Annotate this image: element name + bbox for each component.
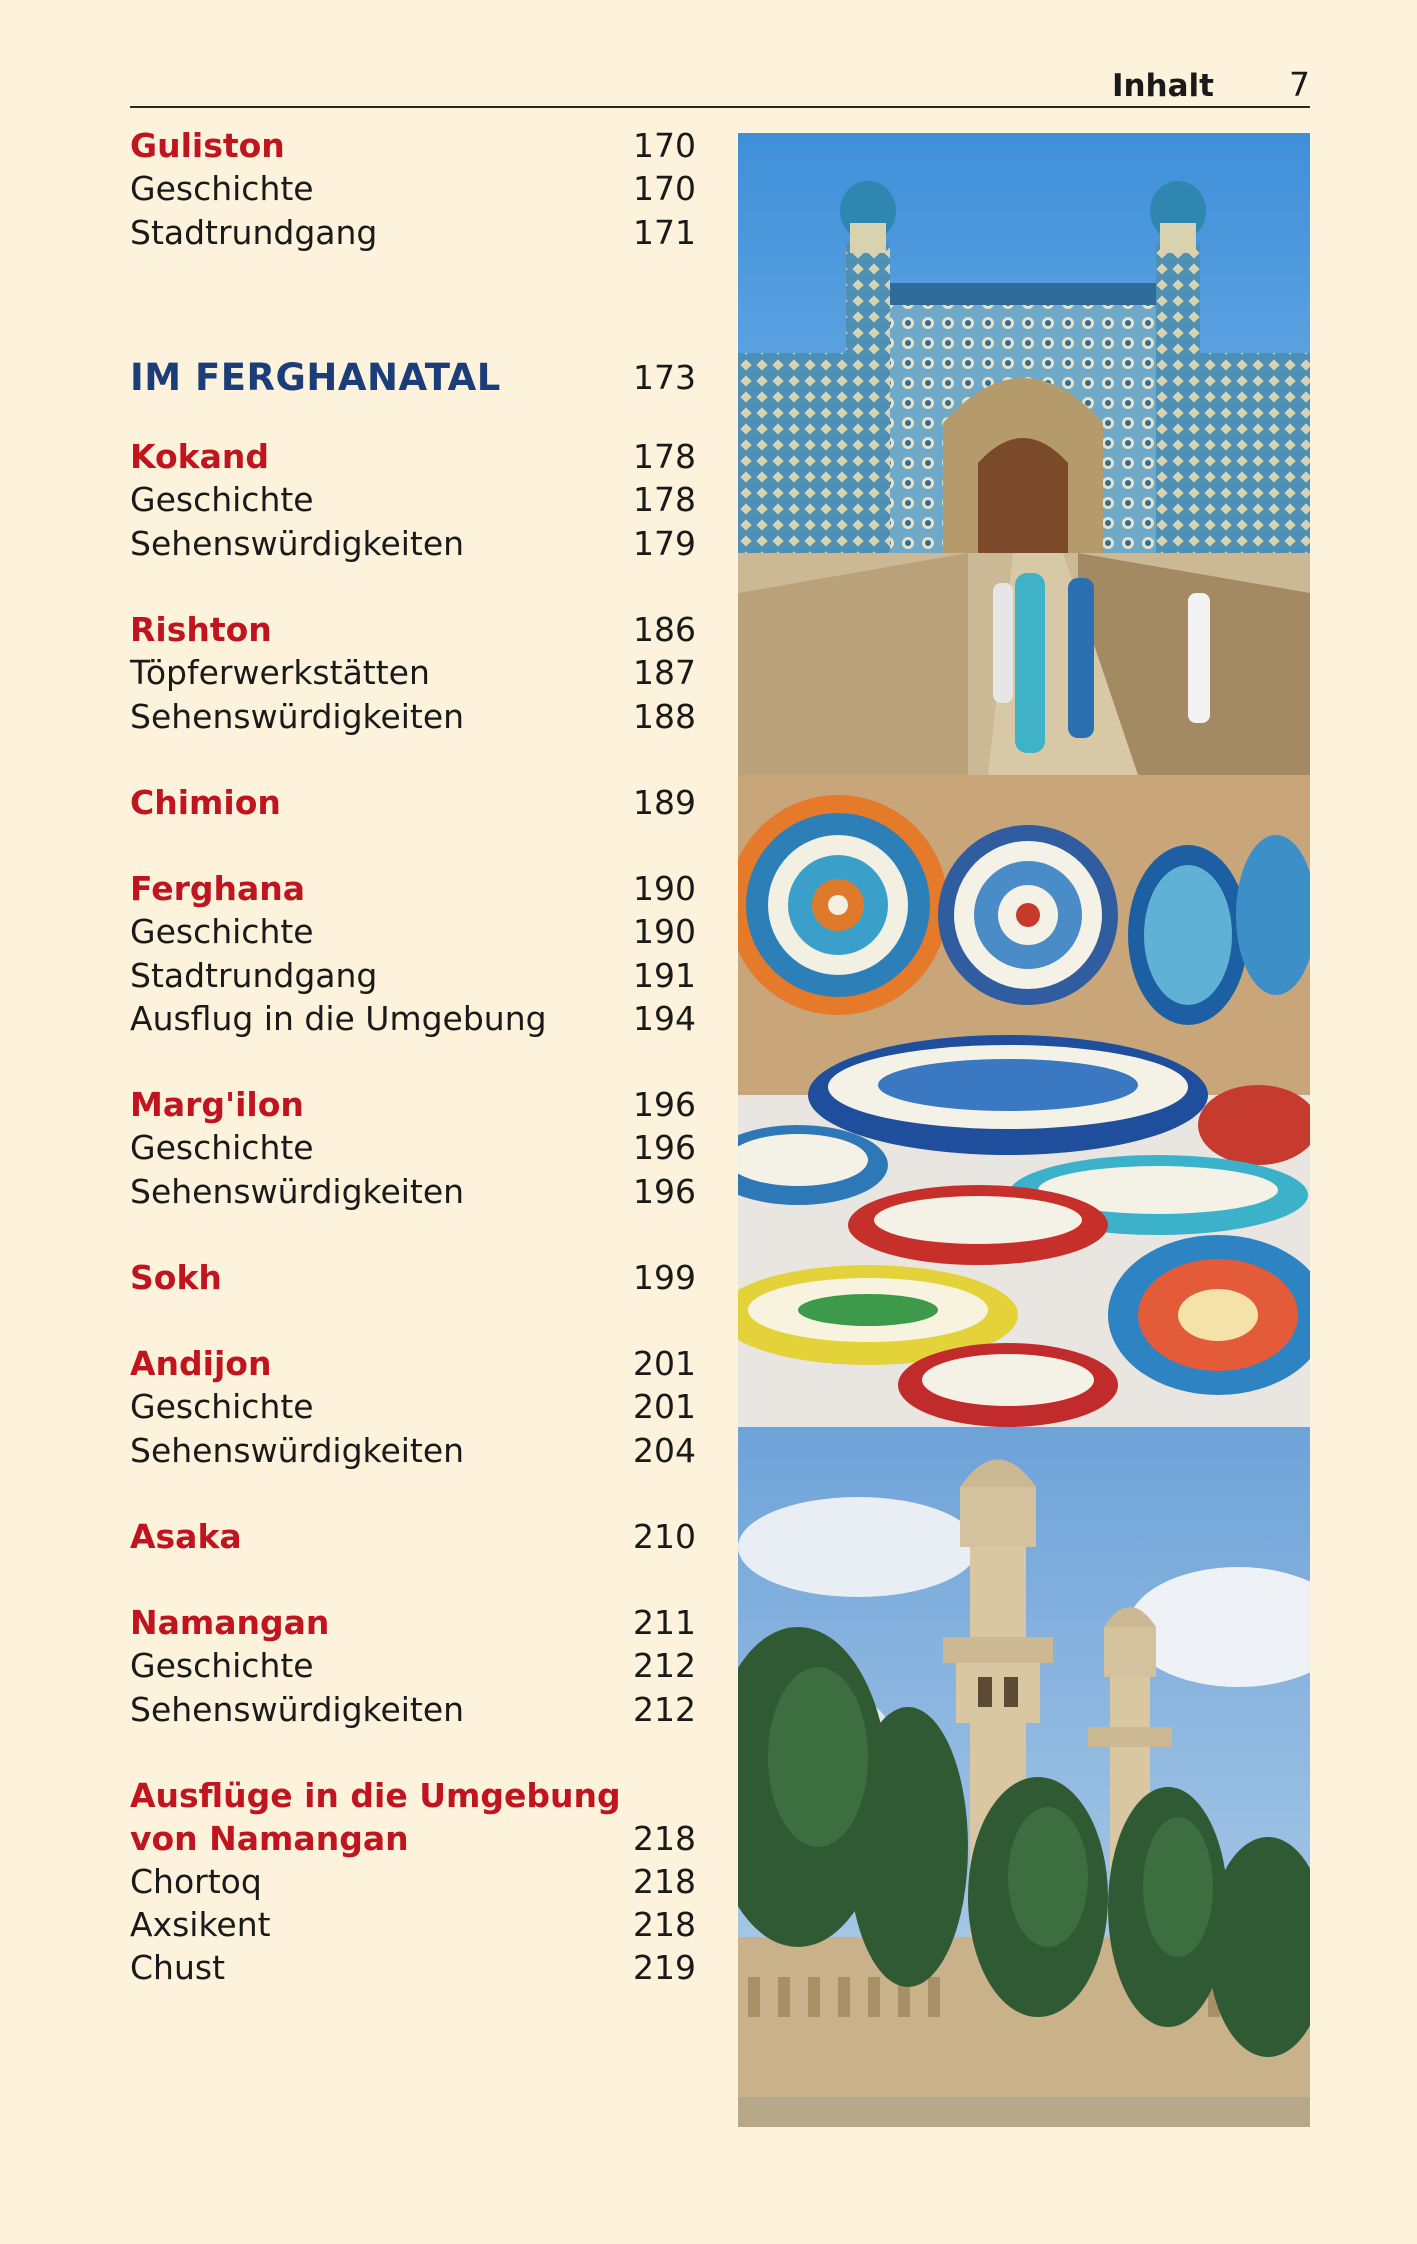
- toc-entry: [130, 1946, 696, 1990]
- toc-entry-page: 186: [633, 610, 696, 649]
- toc-entry: [130, 478, 696, 522]
- toc-entry-page: 196: [633, 1128, 696, 1167]
- toc-chapter: [130, 356, 696, 400]
- toc-entry: [130, 954, 696, 998]
- toc-entry-title: von Namangan: [130, 1819, 409, 1858]
- toc-place-heading: [130, 1817, 696, 1861]
- toc-entry-page: 178: [633, 480, 696, 519]
- toc-entry-page: 170: [633, 169, 696, 208]
- toc-entry-title: Geschichte: [130, 1387, 314, 1426]
- toc-place-heading: [130, 1774, 696, 1818]
- toc-entry-title: Ausflüge in die Umgebung: [130, 1776, 621, 1815]
- toc-entry: [130, 651, 696, 695]
- toc-entry-title: Ferghana: [130, 869, 306, 908]
- toc-place-heading: [130, 435, 696, 479]
- toc-entry-page: 218: [633, 1819, 696, 1858]
- toc-entry-title: Guliston: [130, 126, 285, 165]
- toc-entry-title: Rishton: [130, 610, 272, 649]
- toc-entry-title: Sehenswürdigkeiten: [130, 1431, 465, 1470]
- toc-entry-title: Töpferwerkstätten: [130, 653, 430, 692]
- toc-entry-title: Stadtrundgang: [130, 956, 378, 995]
- toc-entry: [130, 1903, 696, 1947]
- toc-entry-title: Geschichte: [130, 1646, 314, 1685]
- toc-entry-page: 189: [633, 783, 696, 822]
- toc-entry-title: Sehenswürdigkeiten: [130, 1690, 465, 1729]
- toc-entry-title: Chust: [130, 1948, 226, 1987]
- toc-entry: [130, 1429, 696, 1473]
- ceramics-photo: [738, 775, 1310, 1427]
- toc-entry-title: Geschichte: [130, 912, 314, 951]
- toc-entry-page: 211: [633, 1603, 696, 1642]
- toc-entry-title: Kokand: [130, 437, 269, 476]
- toc-entry-title: Sokh: [130, 1258, 222, 1297]
- toc-entry: [130, 522, 696, 566]
- toc-entry: [130, 1126, 696, 1170]
- toc-entry: [130, 1688, 696, 1732]
- toc-entry-page: 210: [633, 1517, 696, 1556]
- toc-entry-page: 218: [633, 1862, 696, 1901]
- toc-place-heading: [130, 1515, 696, 1559]
- toc-place-heading: [130, 867, 696, 911]
- page-number: 7: [1289, 65, 1310, 104]
- toc-place-heading: [130, 608, 696, 652]
- toc-entry: [130, 1170, 696, 1214]
- toc-entry-title: Ausflug in die Umgebung: [130, 999, 547, 1038]
- toc-entry-title: Geschichte: [130, 480, 314, 519]
- toc-entry: [130, 910, 696, 954]
- toc-entry-page: 199: [633, 1258, 696, 1297]
- toc-entry: [130, 997, 696, 1041]
- minaret-photo: [738, 1427, 1310, 2127]
- toc-entry-title: Chortoq: [130, 1862, 262, 1901]
- toc-entry-page: 196: [633, 1172, 696, 1211]
- toc-entry-title: Geschichte: [130, 169, 314, 208]
- toc-entry-title: Axsikent: [130, 1905, 271, 1944]
- toc-entry-title: Asaka: [130, 1517, 242, 1556]
- toc-entry-title: Chimion: [130, 783, 281, 822]
- toc-entry-page: 218: [633, 1905, 696, 1944]
- toc-entry: [130, 1644, 696, 1688]
- toc-entry: [130, 211, 696, 255]
- toc-entry-page: 178: [633, 437, 696, 476]
- toc-entry: [130, 1860, 696, 1904]
- toc-entry-page: 188: [633, 697, 696, 736]
- palace-gate-photo: [738, 133, 1310, 775]
- toc-entry: [130, 695, 696, 739]
- toc-entry-page: 191: [633, 956, 696, 995]
- toc-entry-page: 190: [633, 869, 696, 908]
- toc-entry-page: 219: [633, 1948, 696, 1987]
- toc-place-heading: [130, 1256, 696, 1300]
- toc-entry-title: Stadtrundgang: [130, 213, 378, 252]
- toc-entry-page: 204: [633, 1431, 696, 1470]
- toc-place-heading: [130, 124, 696, 168]
- toc-entry-title: Geschichte: [130, 1128, 314, 1167]
- toc-entry-page: 187: [633, 653, 696, 692]
- toc-entry-page: 212: [633, 1690, 696, 1729]
- toc-place-heading: [130, 781, 696, 825]
- toc-entry-page: 201: [633, 1387, 696, 1426]
- toc-entry-title: Marg'ilon: [130, 1085, 304, 1124]
- toc-entry-title: Sehenswürdigkeiten: [130, 697, 465, 736]
- toc-entry-page: 194: [633, 999, 696, 1038]
- table-of-contents: [130, 0, 696, 2244]
- toc-entry-title: Namangan: [130, 1603, 330, 1642]
- toc-entry-page: 190: [633, 912, 696, 951]
- section-title: Inhalt: [1111, 68, 1214, 104]
- toc-entry-title: Sehenswürdigkeiten: [130, 1172, 465, 1211]
- toc-entry-title: IM FERGHANATAL: [130, 356, 501, 399]
- toc-entry-page: 170: [633, 126, 696, 165]
- toc-entry-page: 212: [633, 1646, 696, 1685]
- toc-entry-title: Andijon: [130, 1344, 272, 1383]
- toc-entry-page: 171: [633, 213, 696, 252]
- toc-entry-page: 179: [633, 524, 696, 563]
- toc-entry-title: Sehenswürdigkeiten: [130, 524, 465, 563]
- toc-place-heading: [130, 1601, 696, 1645]
- toc-place-heading: [130, 1083, 696, 1127]
- toc-place-heading: [130, 1342, 696, 1386]
- toc-entry: [130, 167, 696, 211]
- toc-entry-page: 196: [633, 1085, 696, 1124]
- toc-entry-page: 201: [633, 1344, 696, 1383]
- toc-entry-page: 173: [633, 358, 696, 397]
- toc-entry: [130, 1385, 696, 1429]
